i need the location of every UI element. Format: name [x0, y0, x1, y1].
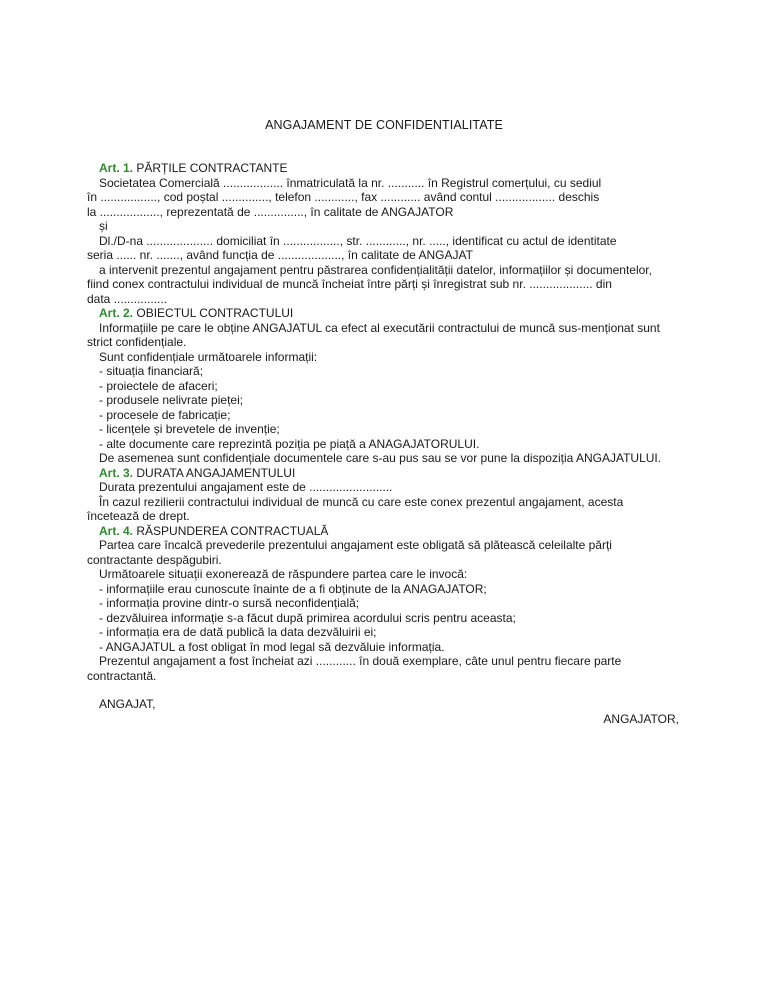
- art4-line: - informația era de dată publică la data dezvăluirii ei;: [99, 625, 377, 639]
- signature-employee: ANGAJAT,: [99, 697, 156, 711]
- art1-line: data ................: [87, 291, 168, 306]
- art4-heading: [87, 524, 687, 539]
- art3-line: Durata prezentului angajament este de .........................: [99, 480, 393, 494]
- art1-line: Societatea Comercială .................. înmatriculată la nr. ........... în Registrul comerțului, cu sediul: [99, 175, 602, 190]
- art2-line: - procesele de fabricație;: [99, 407, 231, 422]
- art1-line: în ................., cod poștal .............., telefon ............, fax ............ având contul .................. deschis: [87, 190, 600, 204]
- art2-line: - situația financiară;: [99, 364, 204, 378]
- art4-line: Prezentul angajament a fost încheiat azi ............ în două exemplare, câte unul pentru fiecare parte: [99, 654, 622, 668]
- art2-line: Sunt confidențiale următoarele informații:: [99, 349, 318, 364]
- art1-heading: [87, 161, 687, 176]
- art2-line: De asemenea sunt confidențiale documentele care s-au pus sau se vor pune la dispoziția ANGAJATULUI.: [99, 451, 662, 465]
- art2-number: Art. 2.: [99, 306, 134, 320]
- art4-line: contractante despăgubiri.: [87, 552, 222, 567]
- art2-line: - alte documente care reprezintă poziția pe piață a ANAGAJATORULUI.: [99, 436, 480, 451]
- art4-line: Partea care încalcă prevederile prezentului angajament este obligată să plătească celeilalte părți: [99, 538, 612, 552]
- art1-line: și: [99, 219, 108, 233]
- art2-line: Informațiile pe care le obține ANGAJATUL ca efect al executării contractului de muncă sus-menționat sunt: [99, 320, 660, 335]
- art2-title: OBIECTUL CONTRACTULUI: [136, 306, 294, 320]
- art2-line: - produsele nelivrate pieței;: [99, 393, 244, 407]
- art4-line: contractantă.: [87, 668, 157, 683]
- art4-title: RĂSPUNDEREA CONTRACTUALĂ: [136, 523, 329, 538]
- art1-line: Dl./D-na .................... domiciliat în ................., str. ............, nr. ....., identificat cu actul de identitate: [99, 233, 617, 248]
- art1-title: PĂRȚILE CONTRACTANTE: [136, 161, 288, 175]
- art1-line: la .................., reprezentată de ..............., în calitate de ANGAJATOR: [87, 204, 454, 219]
- art2-line: - proiectele de afaceri;: [99, 378, 218, 393]
- art4-number: Art. 4.: [99, 523, 134, 538]
- art3-line: În cazul rezilierii contractului individual de muncă cu care este conex prezentul angajament, acesta: [99, 494, 624, 509]
- art4-line: - informația provine dintr-o sursă neconfidențială;: [99, 596, 360, 610]
- art3-number: Art. 3.: [99, 465, 134, 480]
- art3-title: DURATA ANGAJAMENTULUI: [136, 465, 296, 480]
- art3-line: încetează de drept.: [87, 509, 190, 523]
- art4-line: - ANGAJATUL a fost obligat în mod legal să dezvăluie informația.: [99, 639, 445, 654]
- document-title: ANGAJAMENT DE CONFIDENTIALITATE: [265, 118, 503, 132]
- signature-employer: ANGAJATOR,: [603, 711, 679, 726]
- art1-number: Art. 1.: [99, 161, 134, 175]
- art3-heading: [87, 466, 687, 481]
- art1-line: a intervenit prezentul angajament pentru păstrarea confidențialității datelor, informațiilor și documentelor,: [99, 262, 652, 277]
- art4-line: - dezvăluirea informație s-a făcut după primirea acordului scris pentru aceasta;: [99, 610, 516, 625]
- art1-line: fiind conex contractului individual de muncă încheiat între părți și înregistrat sub nr. ................... din: [87, 277, 612, 291]
- art4-line: Următoarele situații exonerează de răspundere partea care le invocă:: [99, 567, 468, 581]
- art4-line: - informațiile erau cunoscute înainte de a fi obținute de la ANAGAJATOR;: [99, 581, 487, 596]
- art2-line: - licențele și brevetele de invenție;: [99, 422, 280, 436]
- art2-line: strict confidențiale.: [87, 335, 187, 349]
- art2-heading: [87, 306, 687, 321]
- art1-line: seria ...... nr. ......., având funcția de ..................., în calitate de ANGAJAT: [87, 248, 473, 262]
- document-body: [87, 161, 687, 726]
